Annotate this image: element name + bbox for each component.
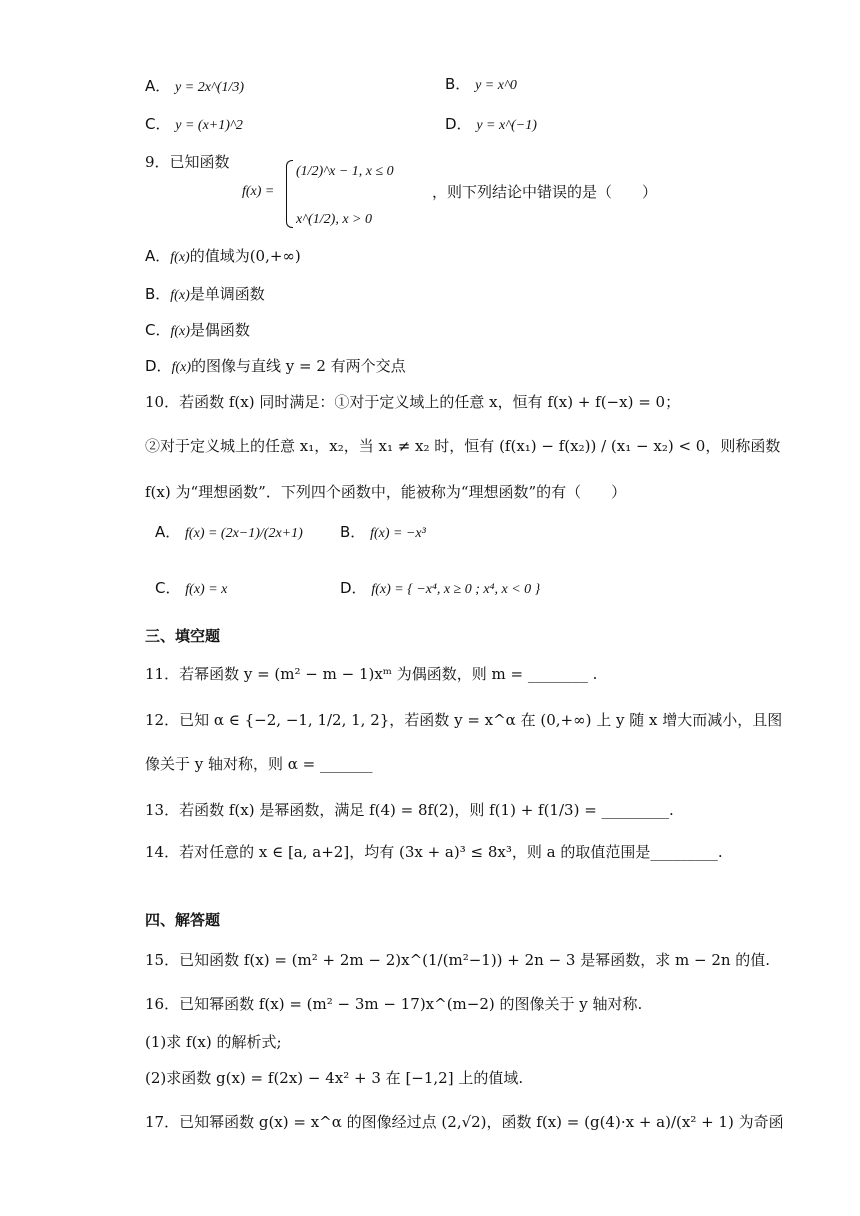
q8-option-a: A． y = 2x^(1/3) bbox=[145, 77, 245, 95]
q9-case-1: (1/2)^x − 1, x ≤ 0 bbox=[296, 164, 394, 179]
q14: 14．若对任意的 x ∈ [a, a+2]，均有 (3x + a)³ ≤ 8x³，则 a 的取值范围是_________. bbox=[145, 843, 723, 861]
q9-option-c: C．f(x)是偶函数 bbox=[145, 321, 250, 339]
section-solution-title: 四、解答题 bbox=[145, 911, 221, 929]
q9-brace bbox=[286, 160, 293, 228]
q10-line-2: ②对于定义城上的任意 x₁，x₂，当 x₁ ≠ x₂ 时，恒有 (f(x₁) − f(x₂)) / (x₁ − x₂) < 0，则称函数 bbox=[145, 437, 781, 455]
q16-part-1: (1)求 f(x) 的解析式; bbox=[145, 1033, 282, 1051]
q8-option-c: C． y = (x+1)^2 bbox=[145, 115, 243, 133]
q9-option-a: A．f(x)的值域为(0,+∞) bbox=[145, 247, 301, 265]
section-fill-in-title: 三、填空题 bbox=[145, 627, 221, 645]
q11: 11．若幂函数 y = (m² − m − 1)xᵐ 为偶函数，则 m = ________ . bbox=[145, 665, 598, 683]
q13: 13．若函数 f(x) 是幂函数，满足 f(4) = 8f(2)，则 f(1) + f(1/3) = _________. bbox=[145, 801, 674, 819]
q8-option-d: D． y = x^(−1) bbox=[445, 115, 537, 133]
q10-line-3: f(x) 为“理想函数”．下列四个函数中，能被称为“理想函数”的有（ ） bbox=[145, 483, 627, 501]
q10-option-d: D． f(x) = { −x⁴, x ≥ 0 ; x⁴, x < 0 } bbox=[340, 579, 541, 597]
q12-line-2: 像关于 y 轴对称，则 α = _______ bbox=[145, 755, 373, 773]
q9-question-text: ，则下列结论中错误的是（ ） bbox=[432, 183, 658, 201]
q12-line-1: 12．已知 α ∈ {−2, −1, 1/2, 1, 2}，若函数 y = x^α 在 (0,+∞) 上 y 随 x 增大而减小，且图 bbox=[145, 711, 783, 729]
q9-case-2: x^(1/2), x > 0 bbox=[296, 212, 372, 227]
q10-option-c: C． f(x) = x bbox=[155, 579, 228, 597]
q8-option-b: B． y = x^0 bbox=[445, 75, 517, 93]
q10-line-1: 10．若函数 f(x) 同时满足：①对于定义域上的任意 x，恒有 f(x) + f(−x) = 0； bbox=[145, 393, 681, 411]
q10-option-a: A． f(x) = (2x−1)/(2x+1) bbox=[155, 523, 303, 541]
q9-function-name: f(x) = bbox=[242, 184, 275, 199]
q16-part-2: (2)求函数 g(x) = f(2x) − 4x² + 3 在 [−1,2] 上的值域. bbox=[145, 1069, 524, 1087]
q15: 15．已知函数 f(x) = (m² + 2m − 2)x^(1/(m²−1)) + 2n − 3 是幂函数，求 m − 2n 的值. bbox=[145, 951, 771, 969]
q9-number: 9．已知函数 bbox=[145, 153, 230, 171]
q9-option-d: D．f(x)的图像与直线 y = 2 有两个交点 bbox=[145, 357, 406, 375]
q9-option-b: B．f(x)是单调函数 bbox=[145, 285, 265, 303]
q17: 17．已知幂函数 g(x) = x^α 的图像经过点 (2,√2)，函数 f(x) = (g(4)·x + a)/(x² + 1) 为奇函 bbox=[145, 1113, 784, 1131]
q16: 16．已知幂函数 f(x) = (m² − 3m − 17)x^(m−2) 的图像关于 y 轴对称. bbox=[145, 995, 643, 1013]
q10-option-b: B． f(x) = −x³ bbox=[340, 523, 426, 541]
